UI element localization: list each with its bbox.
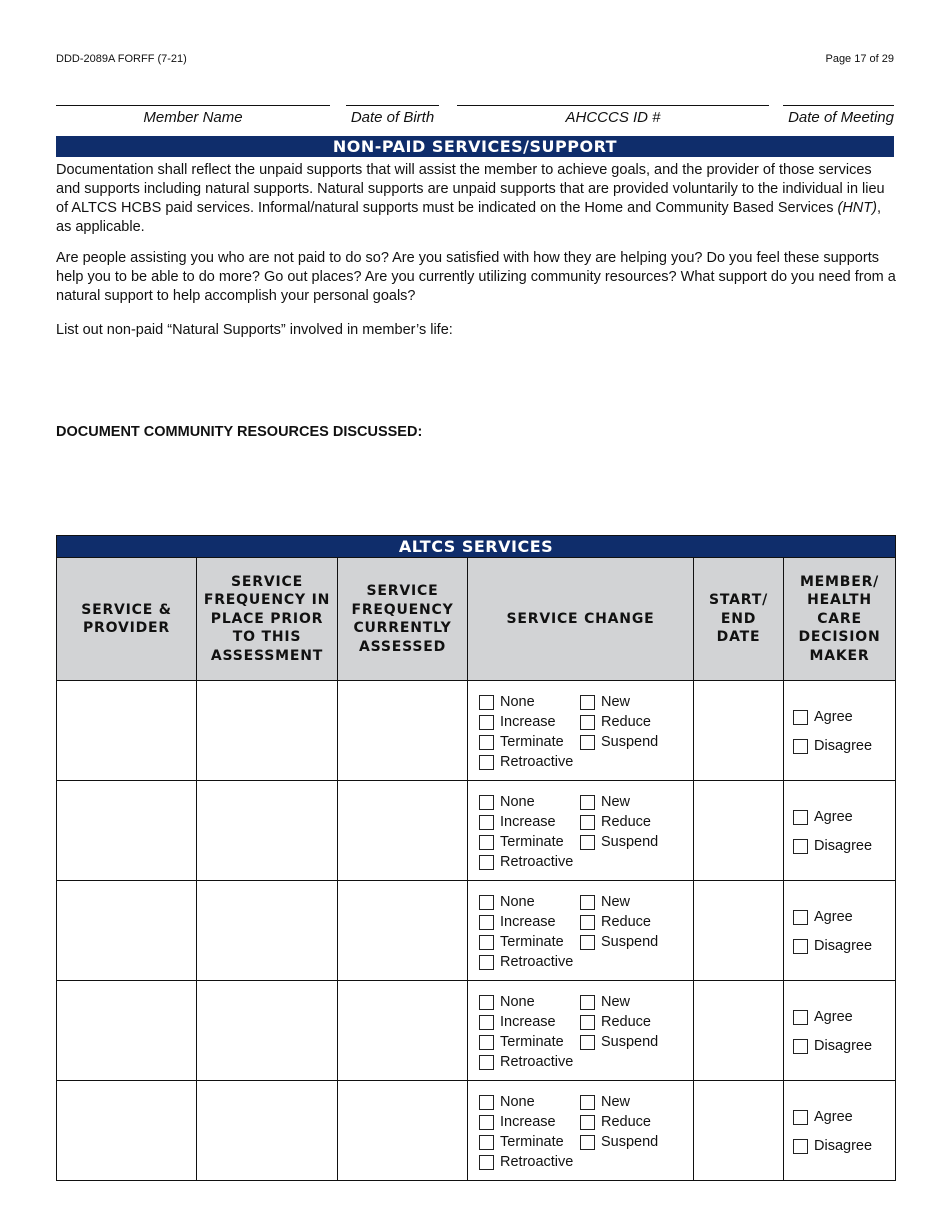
- checkbox[interactable]: [479, 915, 494, 930]
- checkbox[interactable]: [793, 710, 808, 725]
- checkbox[interactable]: [479, 995, 494, 1010]
- checkbox[interactable]: [580, 695, 595, 710]
- checkbox-option[interactable]: [479, 1113, 580, 1131]
- table-row: [57, 681, 896, 781]
- doc-text-hnt: (HNT): [837, 200, 877, 216]
- table-cell[interactable]: [694, 881, 784, 981]
- column-header: [57, 558, 197, 681]
- checkbox[interactable]: [793, 1010, 808, 1025]
- checkbox-label: Increase: [500, 1014, 556, 1030]
- checkbox-label: Reduce: [601, 714, 651, 730]
- checkbox-option[interactable]: [793, 937, 895, 955]
- checkbox-option[interactable]: [479, 1093, 580, 1111]
- table-cell[interactable]: [57, 981, 197, 1081]
- checkbox-label: Retroactive: [500, 1054, 574, 1070]
- checkbox-label: Reduce: [601, 1114, 651, 1130]
- checkbox-label: Terminate: [500, 734, 564, 750]
- ahcccs-id-label: AHCCCS ID #: [565, 109, 661, 126]
- table-row: [57, 981, 896, 1081]
- checkbox-option[interactable]: [479, 913, 580, 931]
- checkbox-label: Suspend: [601, 1034, 659, 1050]
- table-cell[interactable]: [197, 881, 338, 981]
- community-resources-heading: DOCUMENT COMMUNITY RESOURCES DISCUSSED:: [56, 424, 423, 440]
- table-cell[interactable]: [338, 1081, 468, 1181]
- ahcccs-id-field[interactable]: [457, 105, 769, 132]
- checkbox-option[interactable]: [479, 813, 580, 831]
- service-change-options: [468, 681, 693, 771]
- service-change-options: [468, 1081, 693, 1171]
- decision-options: [784, 881, 895, 955]
- checkbox-label: Increase: [500, 714, 556, 730]
- checkbox[interactable]: [793, 839, 808, 854]
- documentation-paragraph: [56, 161, 896, 237]
- checkbox-option[interactable]: [793, 808, 895, 826]
- checkbox-option[interactable]: [479, 753, 580, 771]
- table-cell: [468, 981, 694, 1081]
- checkbox-option[interactable]: [479, 793, 580, 811]
- checkbox-label: None: [500, 1094, 535, 1110]
- table-row: [57, 781, 896, 881]
- checkbox-label: Disagree: [814, 838, 873, 854]
- checkbox-label: Increase: [500, 814, 556, 830]
- column-header-label: START/ END DATE: [709, 592, 768, 646]
- table-cell[interactable]: [57, 781, 197, 881]
- checkbox[interactable]: [580, 715, 595, 730]
- checkbox-option[interactable]: [580, 833, 693, 851]
- checkbox[interactable]: [793, 739, 808, 754]
- checkbox[interactable]: [479, 735, 494, 750]
- checkbox-label: Suspend: [601, 1134, 659, 1150]
- checkbox-option[interactable]: [793, 837, 895, 855]
- checkbox-label: Disagree: [814, 1038, 873, 1054]
- checkbox[interactable]: [793, 1139, 808, 1154]
- doc-text-b: , as applicable.: [56, 200, 881, 235]
- checkbox-label: None: [500, 994, 535, 1010]
- doc-text-a: Documentation shall reflect the unpaid supports that will assist the member to achieve goals, and the provider of those services and supports including natural supports. Natural supports are unpaid supports that are provided voluntarily to the individual in lieu of ALTCS HCBS paid services. Informal/natural supports must be indicated on the Home and Community Based Services: [56, 162, 885, 216]
- dob-field[interactable]: [346, 105, 439, 132]
- checkbox[interactable]: [580, 735, 595, 750]
- column-header-label: SERVICE FREQUENCY IN PLACE PRIOR TO THIS ASSESSMENT: [203, 573, 331, 664]
- checkbox-label: New: [601, 794, 631, 810]
- column-header-label: SERVICE FREQUENCY CURRENTLY ASSESSED: [351, 583, 454, 655]
- table-cell[interactable]: [694, 1081, 784, 1181]
- column-header-label: MEMBER/ HEALTH CARE DECISION MAKER: [798, 573, 881, 664]
- checkbox[interactable]: [793, 939, 808, 954]
- checkbox[interactable]: [793, 1110, 808, 1125]
- decision-options: [784, 981, 895, 1055]
- checkbox[interactable]: [793, 810, 808, 825]
- checkbox-label: Disagree: [814, 938, 873, 954]
- checkbox-option[interactable]: [479, 933, 580, 951]
- checkbox-label: Terminate: [500, 1134, 564, 1150]
- checkbox-option[interactable]: [580, 1133, 693, 1151]
- checkbox-option[interactable]: [580, 1013, 693, 1031]
- checkbox-label: New: [601, 694, 631, 710]
- checkbox-option[interactable]: [479, 893, 580, 911]
- checkbox-label: Disagree: [814, 738, 873, 754]
- column-header: [197, 558, 338, 681]
- column-header-label: SERVICE CHANGE: [506, 610, 655, 627]
- table-cell[interactable]: [338, 681, 468, 781]
- table-cell[interactable]: [694, 781, 784, 881]
- checkbox-option[interactable]: [479, 713, 580, 731]
- checkbox-option[interactable]: [580, 693, 693, 711]
- checkbox[interactable]: [580, 1115, 595, 1130]
- table-cell[interactable]: [57, 1081, 197, 1181]
- checkbox[interactable]: [580, 1095, 595, 1110]
- checkbox-option[interactable]: [793, 1008, 895, 1026]
- checkbox[interactable]: [580, 815, 595, 830]
- column-header: [694, 558, 784, 681]
- checkbox[interactable]: [479, 955, 494, 970]
- table-cell[interactable]: [197, 781, 338, 881]
- checkbox-label: New: [601, 894, 631, 910]
- checkbox[interactable]: [479, 835, 494, 850]
- table-row: [57, 1081, 896, 1181]
- checkbox[interactable]: [580, 1135, 595, 1150]
- checkbox-option[interactable]: [580, 933, 693, 951]
- checkbox[interactable]: [479, 1115, 494, 1130]
- table-cell: [784, 881, 896, 981]
- checkbox-option[interactable]: [479, 1013, 580, 1031]
- checkbox[interactable]: [479, 815, 494, 830]
- column-header-label: SERVICE & PROVIDER: [81, 601, 172, 636]
- meeting-date-field[interactable]: [783, 105, 894, 132]
- checkbox-option[interactable]: [479, 1053, 580, 1071]
- checkbox[interactable]: [580, 895, 595, 910]
- checkbox-option[interactable]: [479, 833, 580, 851]
- checkbox-label: Terminate: [500, 834, 564, 850]
- checkbox-option[interactable]: [479, 1153, 580, 1171]
- checkbox-option[interactable]: [793, 1037, 895, 1055]
- altcs-services-table: [56, 535, 896, 1181]
- checkbox-label: New: [601, 994, 631, 1010]
- checkbox-label: Suspend: [601, 734, 659, 750]
- table-cell: [784, 1081, 896, 1181]
- natural-supports-prompt[interactable]: List out non-paid “Natural Supports” involved in member’s life:: [56, 322, 453, 338]
- checkbox-option[interactable]: [793, 737, 895, 755]
- page-number: Page 17 of 29: [825, 53, 894, 65]
- checkbox[interactable]: [479, 795, 494, 810]
- checkbox[interactable]: [479, 895, 494, 910]
- checkbox-option[interactable]: [479, 953, 580, 971]
- checkbox[interactable]: [580, 935, 595, 950]
- checkbox[interactable]: [479, 1035, 494, 1050]
- service-change-options: [468, 781, 693, 871]
- column-header: [468, 558, 694, 681]
- checkbox-label: Reduce: [601, 1014, 651, 1030]
- column-header: [784, 558, 896, 681]
- table-row: [57, 881, 896, 981]
- checkbox-option[interactable]: [580, 733, 693, 751]
- member-name-field[interactable]: [56, 105, 330, 132]
- section-banner-non-paid: NON-PAID SERVICES/SUPPORT: [56, 136, 894, 157]
- checkbox[interactable]: [479, 855, 494, 870]
- meeting-date-label: Date of Meeting: [788, 109, 894, 126]
- checkbox-option[interactable]: [793, 708, 895, 726]
- checkbox-label: Increase: [500, 914, 556, 930]
- checkbox-label: Agree: [814, 1109, 853, 1125]
- checkbox[interactable]: [479, 755, 494, 770]
- checkbox-label: None: [500, 894, 535, 910]
- table-cell[interactable]: [338, 981, 468, 1081]
- table-cell[interactable]: [338, 881, 468, 981]
- table-cell[interactable]: [197, 681, 338, 781]
- checkbox-option[interactable]: [793, 908, 895, 926]
- table-cell[interactable]: [694, 681, 784, 781]
- checkbox-label: Retroactive: [500, 754, 574, 770]
- dob-label: Date of Birth: [350, 109, 435, 126]
- checkbox-option[interactable]: [479, 993, 580, 1011]
- checkbox-label: Retroactive: [500, 854, 574, 870]
- table-cell[interactable]: [57, 681, 197, 781]
- checkbox-option[interactable]: [793, 1137, 895, 1155]
- checkbox[interactable]: [479, 935, 494, 950]
- checkbox-option[interactable]: [580, 1113, 693, 1131]
- checkbox-label: Retroactive: [500, 1154, 574, 1170]
- checkbox-label: Agree: [814, 809, 853, 825]
- column-header: [338, 558, 468, 681]
- checkbox-option[interactable]: [479, 693, 580, 711]
- checkbox-option[interactable]: [580, 1033, 693, 1051]
- member-name-label: Member Name: [143, 109, 243, 126]
- checkbox-option[interactable]: [793, 1108, 895, 1126]
- table-cell[interactable]: [197, 981, 338, 1081]
- table-cell: [468, 781, 694, 881]
- checkbox-option[interactable]: [479, 1133, 580, 1151]
- form-id: DDD-2089A FORFF (7-21): [56, 53, 187, 65]
- checkbox-label: Reduce: [601, 914, 651, 930]
- checkbox-label: Suspend: [601, 834, 659, 850]
- checkbox[interactable]: [580, 1015, 595, 1030]
- checkbox-option[interactable]: [580, 913, 693, 931]
- checkbox-option[interactable]: [580, 893, 693, 911]
- checkbox[interactable]: [793, 910, 808, 925]
- table-cell: [784, 981, 896, 1081]
- checkbox-label: None: [500, 694, 535, 710]
- checkbox[interactable]: [580, 795, 595, 810]
- table-cell: [468, 881, 694, 981]
- checkbox[interactable]: [580, 1035, 595, 1050]
- table-cell[interactable]: [338, 781, 468, 881]
- checkbox[interactable]: [479, 1055, 494, 1070]
- table-cell[interactable]: [57, 881, 197, 981]
- questions-paragraph: Are people assisting you who are not paid to do so? Are you satisfied with how they are helping you? Do you feel these supports help you to be able to do more? Go out places? Are you currently utilizing community resources? What support do you need from a natural support to help accomplish your personal goals?: [56, 250, 896, 304]
- checkbox-label: Terminate: [500, 934, 564, 950]
- service-change-options: [468, 881, 693, 971]
- checkbox-label: Agree: [814, 909, 853, 925]
- checkbox[interactable]: [580, 835, 595, 850]
- checkbox[interactable]: [479, 1095, 494, 1110]
- checkbox-label: Reduce: [601, 814, 651, 830]
- decision-options: [784, 681, 895, 755]
- service-change-options: [468, 981, 693, 1071]
- checkbox[interactable]: [479, 695, 494, 710]
- checkbox[interactable]: [793, 1039, 808, 1054]
- decision-options: [784, 781, 895, 855]
- checkbox-option[interactable]: [479, 1033, 580, 1051]
- checkbox[interactable]: [479, 1135, 494, 1150]
- checkbox[interactable]: [479, 1155, 494, 1170]
- member-info-fields: [56, 105, 894, 133]
- checkbox-option[interactable]: [580, 713, 693, 731]
- checkbox-label: Disagree: [814, 1138, 873, 1154]
- checkbox-label: Increase: [500, 1114, 556, 1130]
- checkbox[interactable]: [580, 995, 595, 1010]
- checkbox[interactable]: [580, 915, 595, 930]
- checkbox-label: Suspend: [601, 934, 659, 950]
- checkbox-option[interactable]: [580, 813, 693, 831]
- checkbox-option[interactable]: [479, 853, 580, 871]
- checkbox-label: Agree: [814, 1009, 853, 1025]
- table-cell: [468, 681, 694, 781]
- table-cell: [784, 781, 896, 881]
- checkbox-label: Terminate: [500, 1034, 564, 1050]
- checkbox-label: Retroactive: [500, 954, 574, 970]
- checkbox[interactable]: [479, 1015, 494, 1030]
- table-cell[interactable]: [694, 981, 784, 1081]
- checkbox[interactable]: [479, 715, 494, 730]
- checkbox-option[interactable]: [580, 793, 693, 811]
- checkbox-label: New: [601, 1094, 631, 1110]
- checkbox-label: Agree: [814, 709, 853, 725]
- table-cell: [784, 681, 896, 781]
- checkbox-option[interactable]: [479, 733, 580, 751]
- table-title: ALTCS SERVICES: [57, 536, 896, 558]
- table-cell: [468, 1081, 694, 1181]
- table-cell[interactable]: [197, 1081, 338, 1181]
- checkbox-option[interactable]: [580, 993, 693, 1011]
- decision-options: [784, 1081, 895, 1155]
- checkbox-option[interactable]: [580, 1093, 693, 1111]
- checkbox-label: None: [500, 794, 535, 810]
